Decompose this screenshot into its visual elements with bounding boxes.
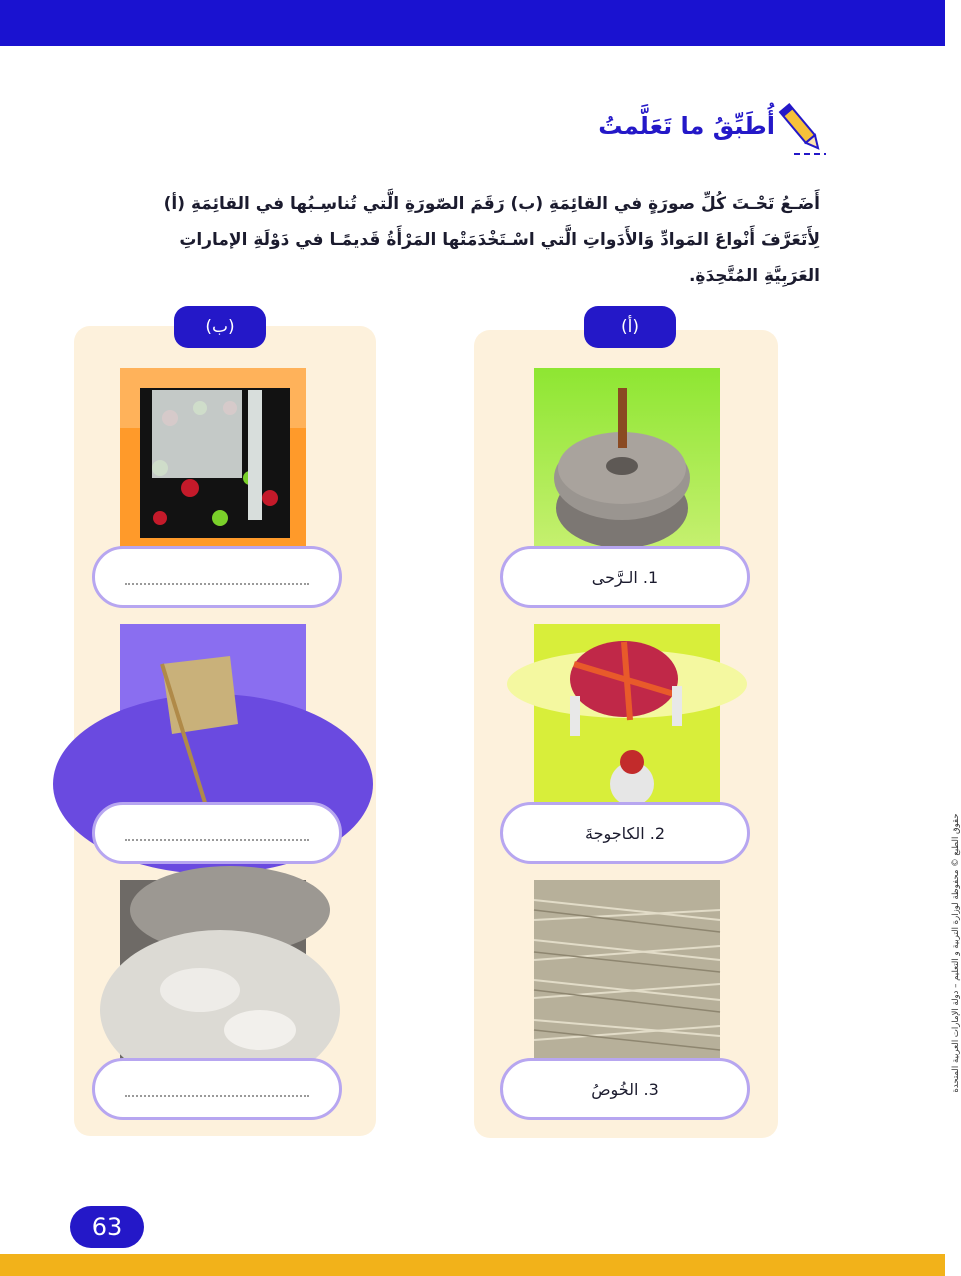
- answer-blank-b2[interactable]: [125, 839, 309, 841]
- item-label-a3: 3. الخُوصُ: [591, 1080, 659, 1099]
- card-embroidered-fabric: [120, 368, 306, 550]
- column-b-label: (ب): [174, 306, 266, 348]
- palm-fronds-image: [534, 880, 720, 1062]
- answer-blank-b3[interactable]: [125, 1095, 309, 1097]
- card-stone-mill: [534, 368, 720, 550]
- section-title: أُطَبِّقُ ما تَعَلَّمتُ: [598, 112, 775, 140]
- bottom-color-bar: [0, 1254, 945, 1276]
- card-palm-fronds: [534, 880, 720, 1062]
- item-label-a2: 2. الكاجوجةَ: [584, 824, 665, 843]
- instruction-text: أَضَـعُ تَحْـتَ كُلِّ صورَةٍ في القائِمَةِ (ب) رَقَمَ الصّورَةِ الَّتي تُناسِـبُها في القائِمَةِ (أ) لِأَتَعَرَّفَ أَنْواعَ المَوادِّ وَالأَدَواتِ الَّتي اسْـتَخْدَمَتْها المَرْأَةُ قَديمًـا في دَوْلَةِ الإماراتِ العَرَبِيَّةِ المُتَّحِدَةِ.: [163, 194, 820, 286]
- flour-image: [120, 880, 306, 1062]
- palm-fan-image: [120, 624, 306, 806]
- page-number: 63: [70, 1206, 144, 1248]
- card-flour: [120, 880, 306, 1062]
- copyright-note: حقوق الطبع © محفوظة لوزارة التربية و التعليم – دولة الإمارات العربية المتحدة: [951, 813, 961, 1093]
- stone-mill-image: [534, 368, 720, 550]
- answer-pill-a1: [500, 546, 750, 608]
- answer-pill-b2[interactable]: [92, 802, 342, 864]
- card-kajuja: [534, 624, 720, 806]
- top-color-bar: [0, 0, 945, 46]
- item-label-a1: 1. الـرَّحى: [591, 568, 659, 587]
- card-palm-fan: [120, 624, 306, 806]
- embroidered-fabric-image: [120, 368, 306, 550]
- answer-pill-b3[interactable]: [92, 1058, 342, 1120]
- answer-pill-a3: [500, 1058, 750, 1120]
- answer-pill-a2: [500, 802, 750, 864]
- answer-pill-b1[interactable]: [92, 546, 342, 608]
- column-a-label: (أ): [584, 306, 676, 348]
- kajuja-image: [534, 624, 720, 806]
- answer-blank-b1[interactable]: [125, 583, 309, 585]
- pencil-icon: [776, 98, 828, 160]
